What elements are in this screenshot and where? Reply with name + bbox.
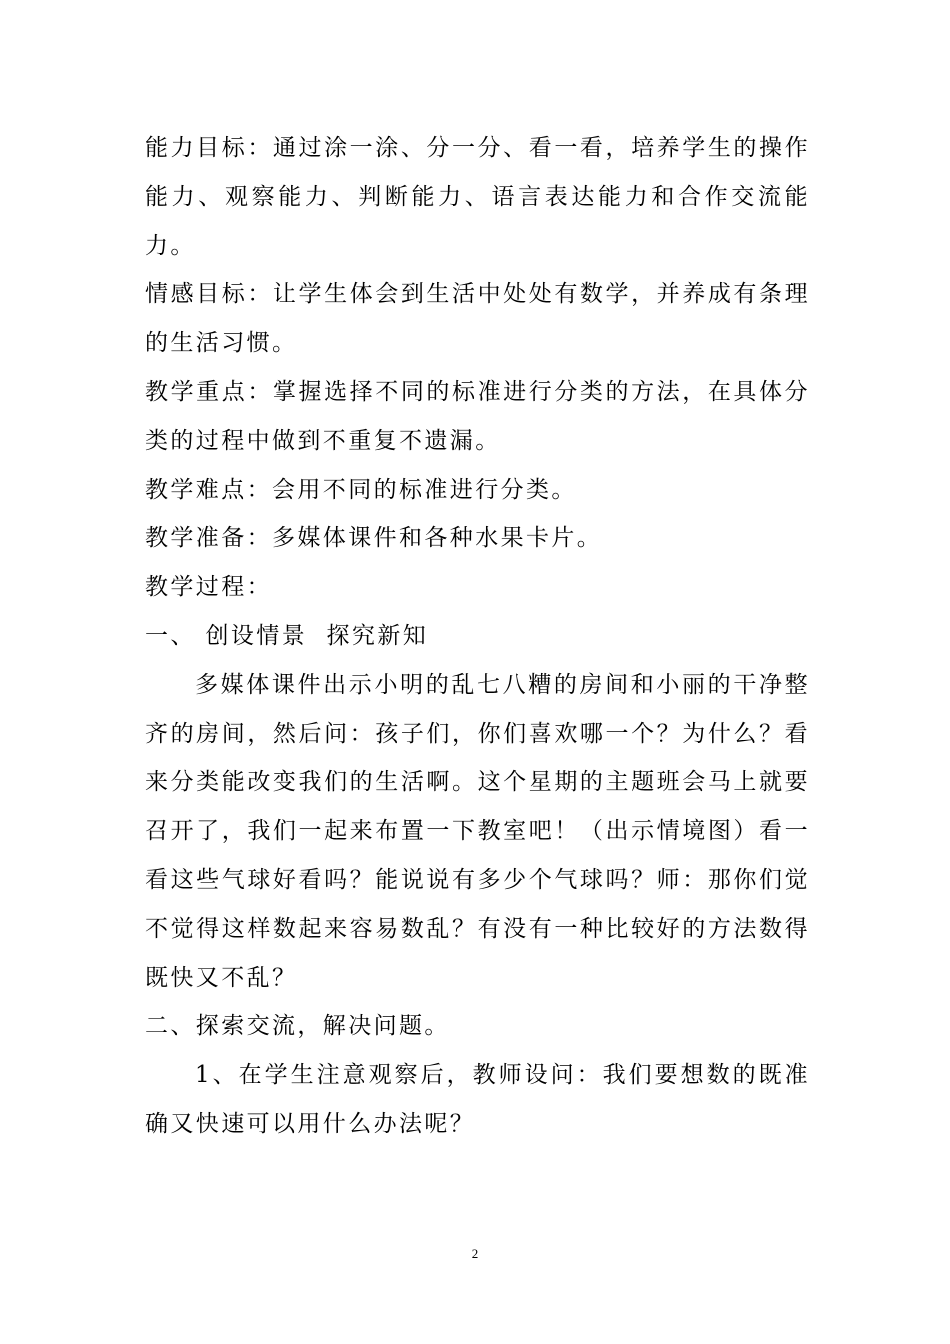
- paragraph-teaching-preparation: 教学准备：多媒体课件和各种水果卡片。: [145, 525, 603, 552]
- page-number: 2: [471, 1246, 479, 1261]
- paragraph-ability-goal: 能力目标：通过涂一涂、分一分、看一看，培养学生的操作能力、观察能力、判断能力、语言表达能力和合作交流能力。: [145, 135, 810, 259]
- document-body: [145, 124, 810, 1149]
- paragraph-teaching-process: 教学过程：: [145, 574, 272, 601]
- section-heading-1: 一、 创设情景 探究新知: [145, 622, 429, 649]
- paragraph-step-1: 1、在学生注意观察后，教师设问：我们要想数的既准确又快速可以用什么办法呢？: [145, 1062, 810, 1137]
- paragraph-emotion-goal: 情感目标：让学生体会到生活中处处有数学，并养成有条理的生活习惯。: [145, 281, 810, 357]
- paragraph-teaching-key: 教学重点：掌握选择不同的标准进行分类的方法，在具体分类的过程中做到不重复不遗漏。: [145, 378, 810, 454]
- paragraph-scenario: 多媒体课件出示小明的乱七八糟的房间和小丽的干净整齐的房间，然后问：孩子们，你们喜欢哪一个？为什么？看来分类能改变我们的生活啊。这个星期的主题班会马上就要召开了，我们一起来布置一下教室吧！（出示情境图）看一看这些气球好看吗？能说说有多少个气球吗？师：那你们觉不觉得这样数起来容易数乱？有没有一种比较好的方法数得既快又不乱？: [145, 671, 810, 991]
- section-heading-2: 二、探索交流，解决问题。: [145, 1013, 450, 1040]
- paragraph-teaching-difficulty: 教学难点：会用不同的标准进行分类。: [145, 476, 577, 503]
